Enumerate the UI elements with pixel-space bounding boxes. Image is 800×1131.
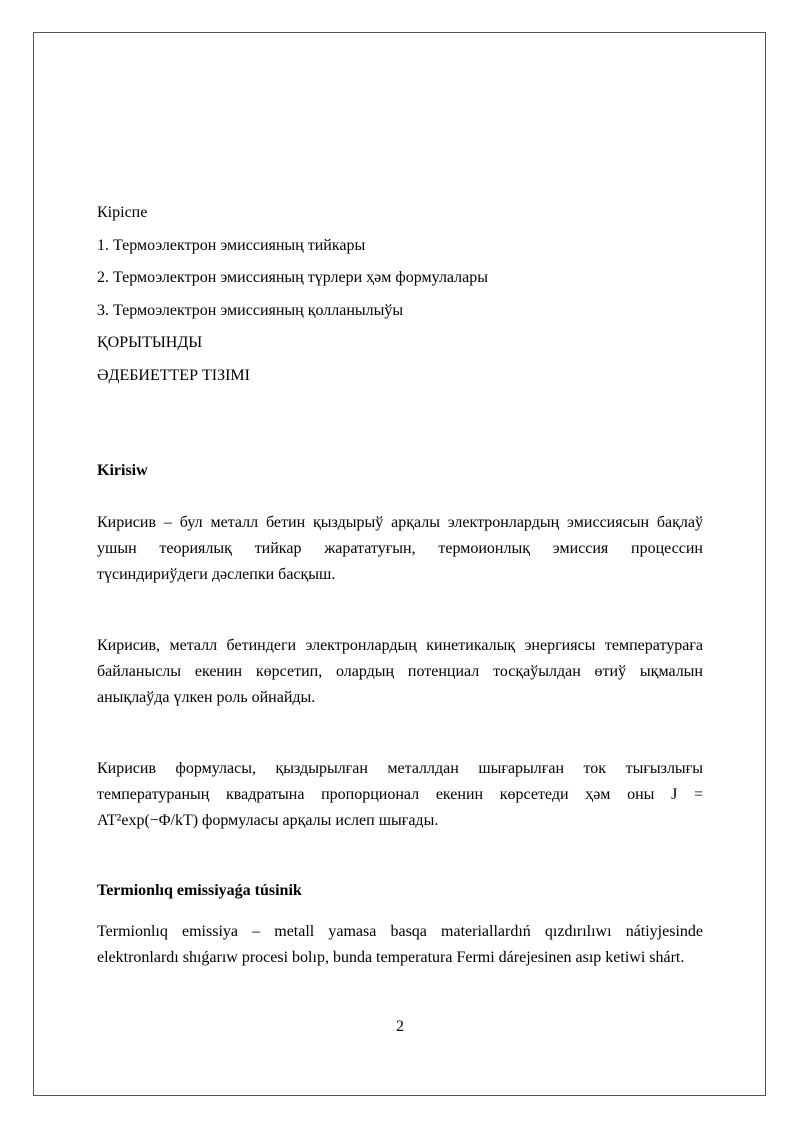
section-heading-kirisiw: Kirisiw	[97, 462, 148, 479]
paragraph-4: Termionlıq emissiya – metall yamasa basqa materiallardıń qızdırılıwı nátiyjesinde elektronlardı shıǵarıw procesi bolıp, bunda temperatura Fermi dárejesinen asıp ketiwi shárt.	[97, 923, 703, 966]
section-heading-termionliq: Termionlıq emissiyaǵa túsinik	[97, 882, 302, 899]
paragraph-3: Кирисив формуласы, қыздырылған металлдан шығарылған ток тығызлығы температураның квадратына пропорционал екенин көрсетеди ҳәм оны J = AT²exp(−Φ/kT) формуласы арқалы ислеп шығады.	[97, 760, 703, 829]
toc-item-conclusion: ҚОРЫТЫНДЫ	[97, 334, 203, 352]
toc-item-2: 2. Термоэлектрон эмиссияның түрлери ҳәм формулалары	[97, 269, 488, 287]
toc-item-introduction: Кiрiспе	[97, 204, 148, 221]
toc-item-3: 3. Термоэлектрон эмиссияның қолланылыўы	[97, 301, 404, 319]
toc-item-1: 1. Термоэлектрон эмиссияның тийкары	[97, 236, 366, 254]
paragraph-2: Кирисив, металл бетиндеги электронлардың кинетикалық энергиясы температураға байланыслы екенин көрсетип, олардың потенциал тосқаўылдан өтиў ықмалын анықлаўда үлкен роль ойнайды.	[97, 637, 703, 706]
table-of-contents	[97, 200, 703, 396]
page-number: 2	[396, 1018, 404, 1035]
paragraph-1: Кирисив – бул металл бетин қыздырыў арқалы электронлардың эмиссиясын бақлаў ушын теориялық тийкар жарататуғын, термоионлық эмиссия процессин түсиндириўдеги дәслепки басқыш.	[97, 514, 703, 583]
toc-item-references: ӘДЕБИЕТТЕР ТIЗIМI	[97, 366, 250, 384]
